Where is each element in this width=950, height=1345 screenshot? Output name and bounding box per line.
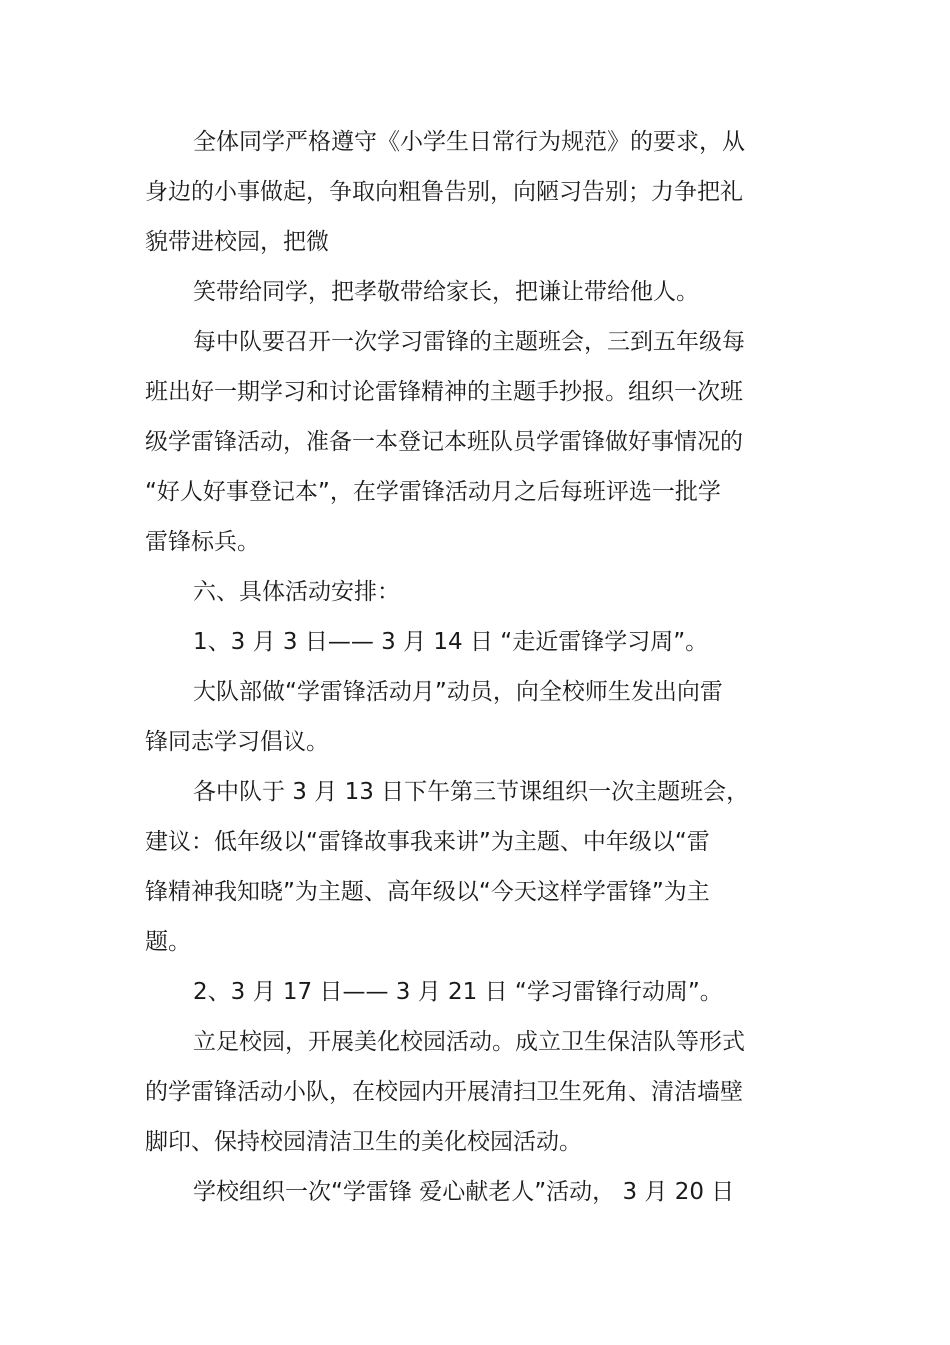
text-line: 锋同志学习倡议。 <box>145 729 329 755</box>
text-line: 2、3 月 17 日—— 3 月 21 日 “学习雷锋行动周”。 <box>193 979 723 1005</box>
text-line: 大队部做“学雷锋活动月”动员，向全校师生发出向雷 <box>193 679 723 705</box>
text-line: 级学雷锋活动，准备一本登记本班队员学雷锋做好事情况的 <box>145 429 743 455</box>
text-line: 锋精神我知晓”为主题、高年级以“今天这样学雷锋”为主 <box>145 879 710 905</box>
text-line: 建议：低年级以“雷锋故事我来讲”为主题、中年级以“雷 <box>145 829 710 855</box>
text-line: 貌带进校园，把微 <box>145 229 329 255</box>
text-line: 六、具体活动安排： <box>193 579 400 605</box>
text-line: 各中队于 3 月 13 日下午第三节课组织一次主题班会， <box>193 779 750 805</box>
text-line: 1、3 月 3 日—— 3 月 14 日 “走近雷锋学习周”。 <box>193 629 709 655</box>
text-line: “好人好事登记本”，在学雷锋活动月之后每班评选一批学 <box>145 479 721 505</box>
text-line: 笑带给同学，把孝敬带给家长，把谦让带给他人。 <box>193 279 699 305</box>
text-line: 立足校园，开展美化校园活动。成立卫生保洁队等形式 <box>193 1029 745 1055</box>
text-line: 身边的小事做起，争取向粗鲁告别，向陋习告别；力争把礼 <box>145 179 743 205</box>
text-line: 脚印、保持校园清洁卫生的美化校园活动。 <box>145 1129 582 1155</box>
text-line: 的学雷锋活动小队，在校园内开展清扫卫生死角、清洁墙壁 <box>145 1079 743 1105</box>
text-line: 全体同学严格遵守《小学生日常行为规范》的要求，从 <box>193 129 745 155</box>
text-line: 班出好一期学习和讨论雷锋精神的主题手抄报。组织一次班 <box>145 379 743 405</box>
text-line: 题。 <box>145 929 191 955</box>
text-line: 雷锋标兵。 <box>145 529 260 555</box>
text-line: 每中队要召开一次学习雷锋的主题班会，三到五年级每 <box>193 329 745 355</box>
text-line: 学校组织一次“学雷锋 爱心献老人”活动， 3 月 20 日 <box>193 1179 735 1205</box>
